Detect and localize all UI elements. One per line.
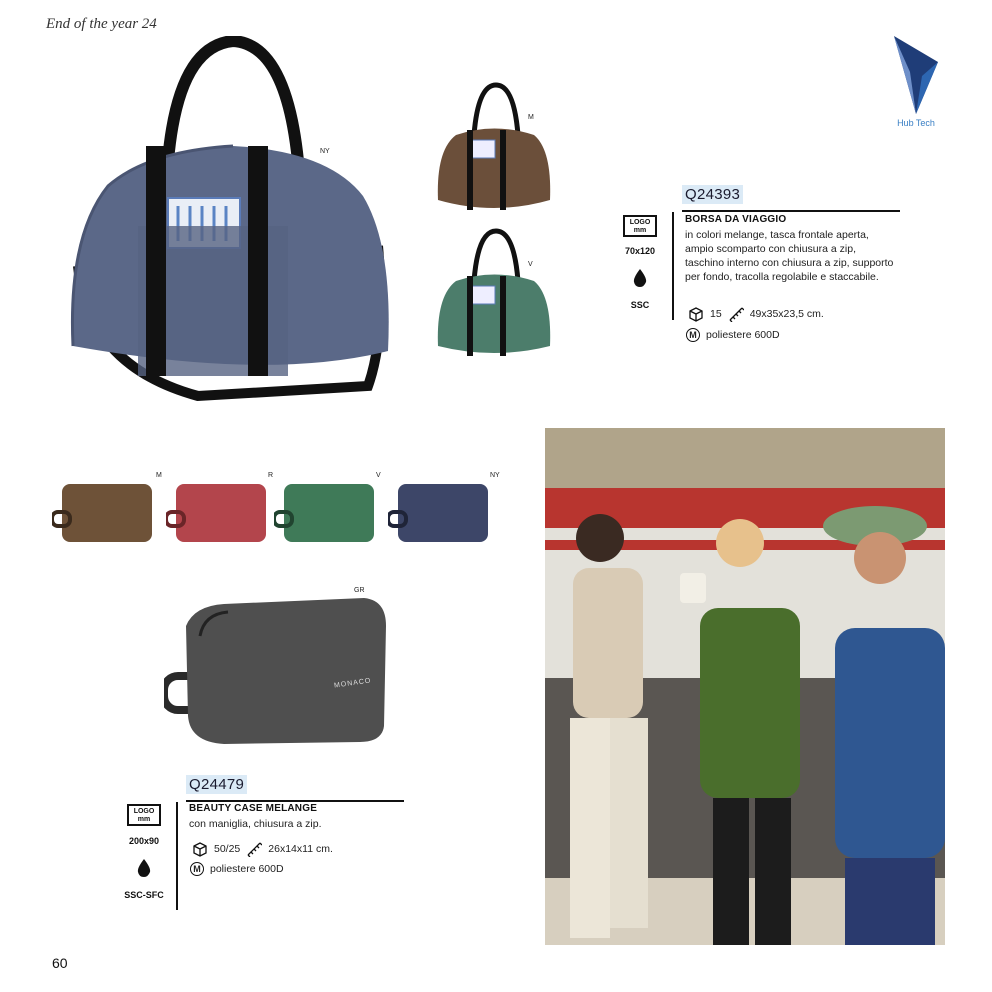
- variant-label-m: M: [156, 472, 162, 479]
- material-icon: M: [190, 862, 204, 876]
- page-number: 60: [52, 955, 68, 971]
- ruler-icon: [728, 306, 744, 322]
- variant-label-ny: NY: [320, 148, 330, 155]
- material: poliestere 600D: [210, 863, 284, 875]
- logo-size-icon-text: LOGO mm: [133, 808, 155, 823]
- logo-size-icon: [127, 804, 161, 826]
- product-name: BORSA DA VIAGGIO: [685, 214, 787, 225]
- product-description: con maniglia, chiusura a zip.: [189, 818, 322, 830]
- divider-vertical: [672, 212, 674, 320]
- spec-row-pack-size: [688, 306, 824, 322]
- variant-label-ny: NY: [490, 472, 500, 479]
- product-code: Q24393: [682, 185, 743, 204]
- logo-size-icon-text: LOGO mm: [629, 219, 651, 234]
- drop-icon: [632, 268, 648, 288]
- beauty-case-r-image: [166, 478, 268, 546]
- variant-label-v: V: [528, 261, 533, 268]
- product-description: in colori melange, tasca frontale aperta, ampio scomparto con chiusura a zip, taschino interno con chiusura a zip, supporto per fondo, tracolla regolabile e staccabile.: [685, 229, 894, 283]
- material: poliestere 600D: [706, 329, 780, 341]
- page-header-title: End of the year 24: [46, 16, 157, 32]
- spec-row-material: [190, 862, 284, 876]
- pack-qty: 15: [710, 308, 722, 320]
- beauty-case-v-image: [274, 478, 376, 546]
- lifestyle-photo: [545, 428, 945, 945]
- ruler-icon: [246, 841, 262, 857]
- beauty-case-m-image: [52, 478, 154, 546]
- variant-label-m: M: [528, 114, 534, 121]
- spec-row-material: [686, 328, 780, 342]
- travel-bag-m-image: [434, 80, 554, 216]
- beauty-case-ny-image: [388, 478, 490, 546]
- logo-size-value: 200x90: [128, 836, 160, 846]
- spec-row-pack-size: [192, 841, 333, 857]
- logo-size-value: 70x120: [624, 246, 656, 256]
- product-code: Q24479: [186, 775, 247, 794]
- travel-bag-ny-image: [68, 36, 398, 406]
- technique-label: SSC: [630, 300, 650, 310]
- drop-icon: [136, 858, 152, 878]
- dimensions: 49x35x23,5 cm.: [749, 308, 824, 320]
- material-icon: M: [686, 328, 700, 342]
- variant-label-v: V: [376, 472, 381, 479]
- bag-print-text: MONACO: [333, 677, 372, 690]
- technique-label: SSC-SFC: [124, 890, 164, 900]
- divider: [682, 210, 900, 212]
- variant-label-r: R: [268, 472, 274, 479]
- variant-label-gr: GR: [354, 587, 365, 594]
- hubtech-logo-icon: [888, 32, 944, 132]
- travel-bag-v-image: [434, 226, 554, 360]
- divider: [186, 800, 404, 802]
- logo-size-icon: [623, 215, 657, 237]
- box-icon: [688, 306, 704, 322]
- brand-logo-text: Hub Tech: [897, 118, 935, 128]
- box-icon: [192, 841, 208, 857]
- product-name: BEAUTY CASE MELANGE: [189, 803, 318, 814]
- beauty-case-gr-image: [164, 596, 390, 746]
- pack-qty: 50/25: [214, 843, 241, 855]
- dimensions: 26x14x11 cm.: [268, 843, 333, 855]
